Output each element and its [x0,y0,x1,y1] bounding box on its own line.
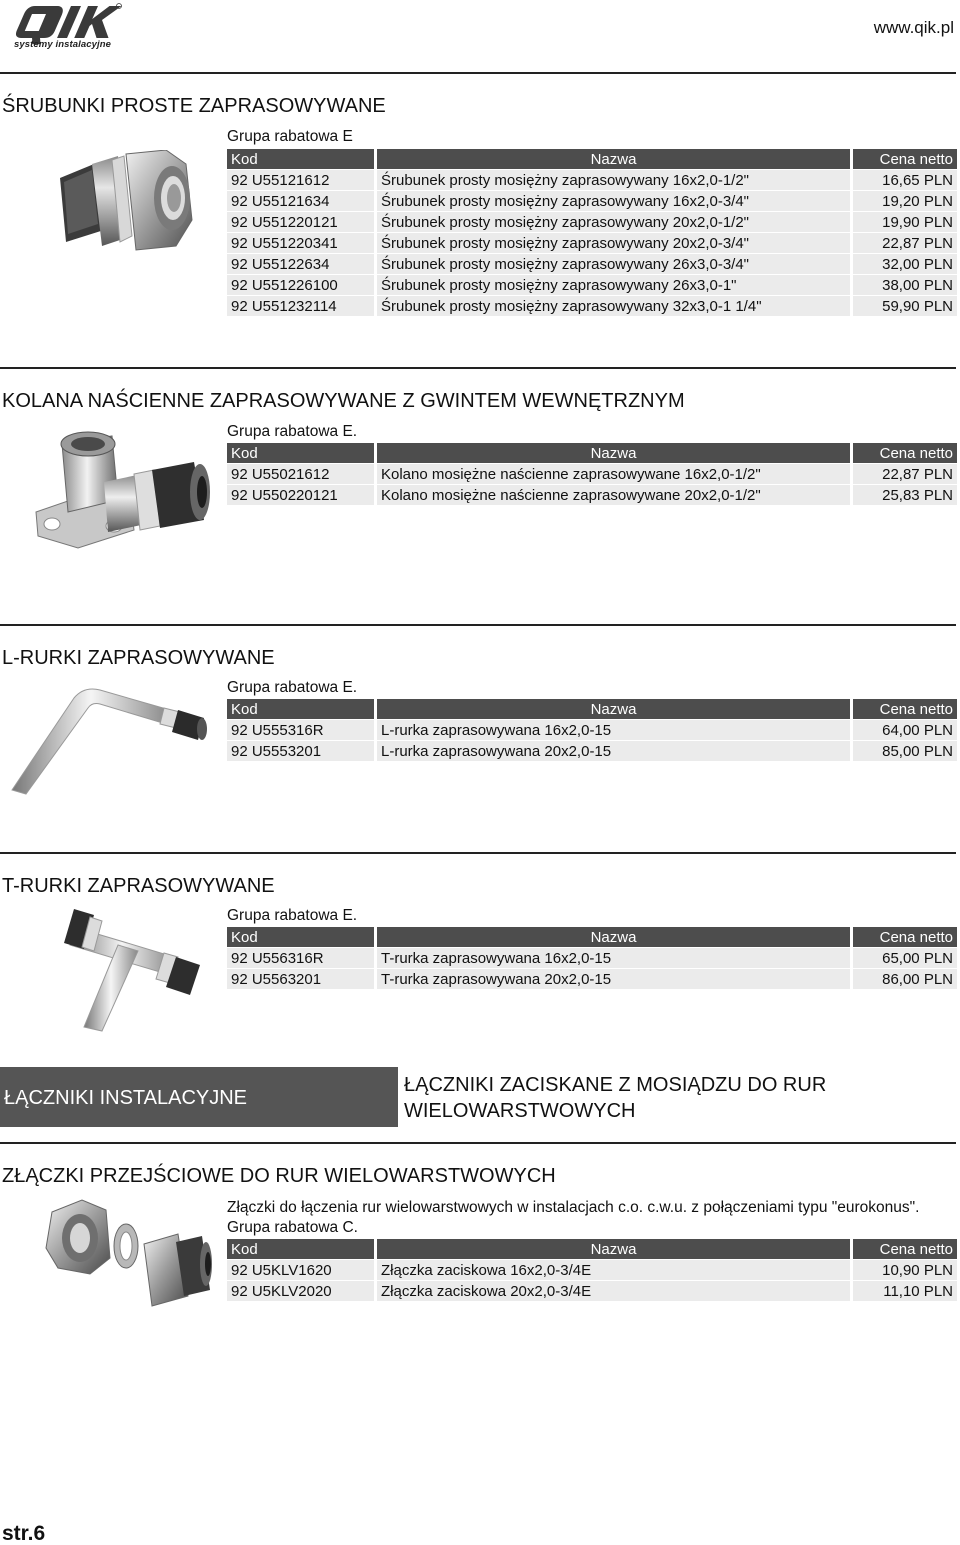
table-row [227,969,957,989]
table-row [227,275,957,295]
product-name: T-rurka zaprasowywana 16x2,0-15 [377,948,853,968]
product-table [227,926,957,990]
product-price: 10,90 PLN [853,1260,957,1280]
product-code: 92 U550220121 [227,485,377,505]
product-name: Śrubunek prosty mosiężny zaprasowywany 16x2,0-3/4" [377,191,853,211]
section-title: T-RURKI ZAPRASOWYWANE [2,875,275,897]
col-kod: Kod [227,927,377,947]
product-name: Kolano mosiężne naścienne zaprasowywane 20x2,0-1/2" [377,485,853,505]
col-kod: Kod [227,699,377,719]
col-nazwa: Nazwa [377,149,853,169]
product-code: 92 U556316R [227,948,377,968]
discount-group: Grupa rabatowa E. [227,423,358,440]
product-price: 11,10 PLN [853,1281,957,1301]
product-code: 92 U551220341 [227,233,377,253]
product-table [227,1238,957,1302]
section-divider [0,367,956,369]
table-row [227,212,957,232]
discount-group: Grupa rabatowa E. [227,679,358,696]
col-nazwa: Nazwa [377,699,853,719]
product-code: 92 U5563201 [227,969,377,989]
table-row [227,191,957,211]
product-price: 32,00 PLN [853,254,957,274]
product-code: 92 U55121634 [227,191,377,211]
section-description: Złączki do łączenia rur wielowarstwowych w instalacjach c.o. c.w.u. z połączeniami typu "eurokonus". [227,1199,920,1216]
product-code: 92 U551220121 [227,212,377,232]
table-header-row [227,1239,957,1259]
product-code: 92 U555316R [227,720,377,740]
col-kod: Kod [227,443,377,463]
table-row [227,720,957,740]
col-kod: Kod [227,1239,377,1259]
category-label: ŁĄCZNIKI INSTALACYJNE [0,1067,398,1127]
product-table [227,148,957,317]
product-code: 92 U5553201 [227,741,377,761]
table-row [227,296,957,316]
col-cena: Cena netto [853,1239,957,1259]
table-header-row [227,699,957,719]
section-title: ZŁĄCZKI PRZEJŚCIOWE DO RUR WIELOWARSTWOWYCH [2,1165,556,1187]
subcategory-title: ŁĄCZNIKI ZACISKANE Z MOSIĄDZU DO RUR WIELOWARSTWOWYCH [404,1074,827,1122]
product-price: 86,00 PLN [853,969,957,989]
product-price: 19,20 PLN [853,191,957,211]
product-price: 65,00 PLN [853,948,957,968]
page-number: str.6 [2,1522,46,1545]
table-row [227,170,957,190]
product-name: Śrubunek prosty mosiężny zaprasowywany 26x3,0-1" [377,275,853,295]
table-header-row [227,443,957,463]
product-code: 92 U5KLV2020 [227,1281,377,1301]
product-name: Śrubunek prosty mosiężny zaprasowywany 32x3,0-1 1/4" [377,296,853,316]
site-url[interactable]: www.qik.pl [873,18,954,37]
product-price: 38,00 PLN [853,275,957,295]
section-title: ŚRUBUNKI PROSTE ZAPRASOWYWANE [2,95,386,117]
discount-group: Grupa rabatowa E. [227,907,358,924]
compression-fitting-photo-icon [40,1198,220,1310]
col-cena: Cena netto [853,443,957,463]
wall-elbow-photo-icon [34,430,214,550]
straight-union-photo-icon [54,150,204,265]
product-name: Śrubunek prosty mosiężny zaprasowywany 16x2,0-1/2" [377,170,853,190]
product-name: Złączka zaciskowa 20x2,0-3/4E [377,1281,853,1301]
table-header-row [227,927,957,947]
discount-group: Grupa rabatowa C. [227,1219,358,1236]
col-nazwa: Nazwa [377,1239,853,1259]
table-row [227,948,957,968]
product-code: 92 U551226100 [227,275,377,295]
t-pipe-photo-icon [44,905,214,1035]
section-divider [0,624,956,626]
product-name: L-rurka zaprasowywana 20x2,0-15 [377,741,853,761]
section-title: KOLANA NAŚCIENNE ZAPRASOWYWANE Z GWINTEM WEWNĘTRZNYM [2,390,685,412]
table-row [227,254,957,274]
product-price: 22,87 PLN [853,233,957,253]
col-cena: Cena netto [853,927,957,947]
table-row [227,1281,957,1301]
product-price: 16,65 PLN [853,170,957,190]
col-cena: Cena netto [853,699,957,719]
l-pipe-photo-icon [4,680,214,795]
product-price: 19,90 PLN [853,212,957,232]
table-row [227,741,957,761]
col-nazwa: Nazwa [377,443,853,463]
header-divider [0,72,956,74]
category-divider [0,1142,956,1144]
product-code: 92 U5KLV1620 [227,1260,377,1280]
product-name: Śrubunek prosty mosiężny zaprasowywany 20x2,0-1/2" [377,212,853,232]
product-price: 64,00 PLN [853,720,957,740]
product-price: 25,83 PLN [853,485,957,505]
product-name: Kolano mosiężne naścienne zaprasowywane 16x2,0-1/2" [377,464,853,484]
product-name: Złączka zaciskowa 16x2,0-3/4E [377,1260,853,1280]
product-price: 22,87 PLN [853,464,957,484]
logo-tagline: systemy instalacyjne [14,39,112,50]
table-row [227,464,957,484]
table-header-row [227,149,957,169]
section-divider [0,852,956,854]
product-name: L-rurka zaprasowywana 16x2,0-15 [377,720,853,740]
table-row [227,485,957,505]
product-price: 59,90 PLN [853,296,957,316]
table-row [227,1260,957,1280]
product-code: 92 U55021612 [227,464,377,484]
product-code: 92 U55121612 [227,170,377,190]
product-name: T-rurka zaprasowywana 20x2,0-15 [377,969,853,989]
product-price: 85,00 PLN [853,741,957,761]
product-name: Śrubunek prosty mosiężny zaprasowywany 26x3,0-3/4" [377,254,853,274]
product-code: 92 U551232114 [227,296,377,316]
product-name: Śrubunek prosty mosiężny zaprasowywany 20x2,0-3/4" [377,233,853,253]
section-title: L-RURKI ZAPRASOWYWANE [2,647,275,669]
col-cena: Cena netto [853,149,957,169]
col-nazwa: Nazwa [377,927,853,947]
product-code: 92 U55122634 [227,254,377,274]
table-row [227,233,957,253]
product-table [227,698,957,762]
product-table [227,442,957,506]
discount-group: Grupa rabatowa E [227,128,353,145]
col-kod: Kod [227,149,377,169]
